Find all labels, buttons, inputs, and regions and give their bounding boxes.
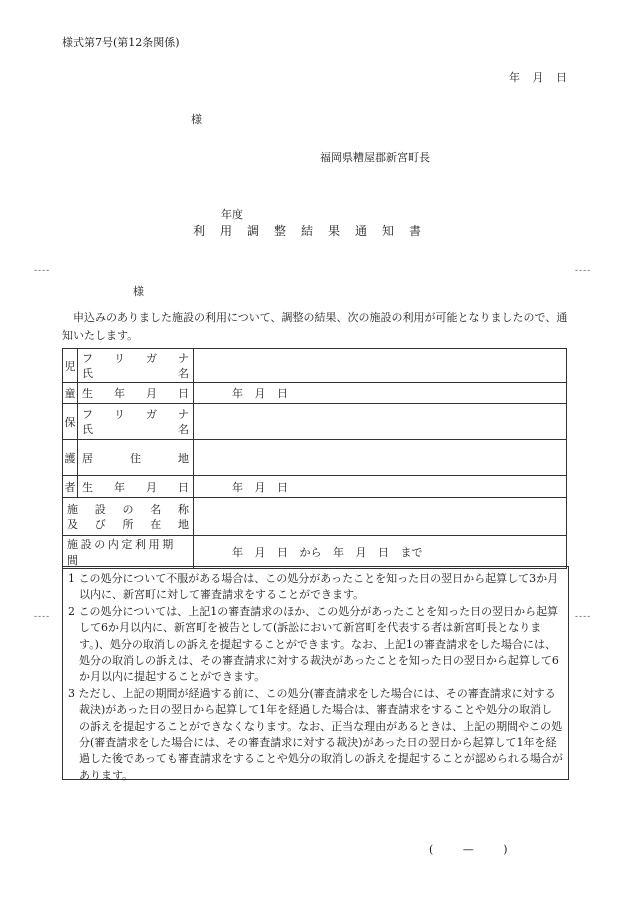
- label-char: 年: [114, 480, 125, 494]
- label-char: 居: [82, 451, 93, 465]
- guardian-furigana-name-label: [78, 404, 194, 440]
- group-child-char: 童: [63, 383, 78, 404]
- period-label: 施設の内定利用期間: [63, 536, 194, 569]
- fold-mark: ----: [34, 612, 51, 622]
- facility-name-value[interactable]: [194, 498, 567, 536]
- child-birth-label: [78, 383, 194, 404]
- form-number: 様式第7号(第12条関係): [62, 36, 180, 49]
- label-char: リ: [114, 351, 125, 365]
- label-char: 月: [146, 480, 157, 494]
- result-table: [62, 348, 567, 569]
- label-char: フ: [82, 351, 93, 365]
- fold-mark: ----: [575, 266, 592, 276]
- label-char: 及: [67, 517, 78, 531]
- child-furigana-name-label: [78, 349, 194, 383]
- group-guardian-char: 者: [63, 476, 78, 498]
- guardian-birth-value[interactable]: 年 月 日: [194, 476, 567, 498]
- label-char: 所: [122, 517, 134, 531]
- fold-mark: ----: [34, 266, 51, 276]
- label-char: ナ: [178, 351, 189, 365]
- group-guardian-char: 護: [63, 440, 78, 476]
- label-char: び: [94, 517, 106, 531]
- label-char: 生: [82, 387, 93, 400]
- guardian-address-label: [78, 440, 194, 476]
- child-birth-value[interactable]: 年 月 日: [194, 383, 567, 404]
- label-char: 日: [178, 480, 189, 494]
- label-char: 名: [178, 422, 189, 436]
- sender: 福岡県糟屋郡新宮町長: [320, 151, 430, 164]
- fold-mark: ----: [575, 612, 592, 622]
- label-char: 名: [178, 366, 189, 380]
- group-guardian-char: 保: [63, 404, 78, 440]
- label-char: 氏: [82, 422, 93, 436]
- intro-text: 申込みのありました施設の利用について、調整の結果、次の施設の利用が可能となりましたので、通知いたします。: [62, 311, 568, 342]
- label-char: 在: [150, 517, 162, 531]
- period-value[interactable]: 年 月 日 から 年 月 日 まで: [194, 536, 567, 569]
- addressee-second: 様: [133, 285, 144, 298]
- guardian-birth-label: [78, 476, 194, 498]
- label-char: ナ: [178, 407, 189, 421]
- label-char: 年: [114, 387, 125, 400]
- note-item: 3 ただし、上記の期間が経過する前に、この処分(審査請求をした場合には、その審査請求に対する裁決)があった日の翌日から起算して1年を経過した場合は、審査請求をすることや処分の取消しの訴えを提起することができなくなります。なお、正当な理由があるときは、上記の期間やこの処分(審査請求をした場合には、その審査請求に対する裁決)があった日の翌日から起算して1年を経過した後であっても審査請求をすることや処分の取消しの訴えを提起することが認められる場合があります。: [68, 686, 563, 782]
- label-char: 氏: [82, 366, 93, 380]
- label-char: 称: [178, 502, 189, 516]
- label-char: フ: [82, 407, 93, 421]
- label-char: 生: [82, 480, 93, 494]
- facility-name-location-label: [63, 498, 194, 536]
- label-char: の: [122, 502, 134, 516]
- note-item: 1 この処分について不服がある場合は、この処分があったことを知った日の翌日から起算して3か月以内に、新宮町に対して審査請求をすることができます。: [68, 572, 559, 602]
- label-char: 地: [178, 451, 189, 465]
- label-char: 日: [178, 387, 189, 400]
- issue-date: 年 月 日: [509, 71, 567, 84]
- note-item: 2 この処分については、上記1の審査請求のほか、この処分があったことを知った日の翌日から起算して6か月以内に、新宮町を被告として(訴訟において新宮町を代表する者は新宮町長となります。)、処分の取消しの訴えを提起することができます。なお、上記1の審査請求をした場合には、処分の取消しの訴えは、その審査請求に対する裁決があったことを知った日の翌日から起算して6か月以内に提起することができます。: [68, 604, 559, 684]
- label-char: リ: [114, 407, 125, 421]
- guardian-address-value[interactable]: [194, 440, 567, 476]
- child-name-value[interactable]: [194, 349, 567, 383]
- label-char: 設: [94, 502, 106, 516]
- label-char: 地: [178, 517, 189, 531]
- notes-box: [62, 566, 569, 780]
- footer-reference: ( — ): [429, 843, 508, 856]
- addressee: 様: [191, 113, 202, 126]
- label-char: 月: [146, 387, 157, 400]
- label-char: 住: [130, 451, 141, 465]
- fiscal-year-label: 年度: [221, 208, 243, 221]
- label-char: ガ: [146, 407, 157, 421]
- document-title: 利用調整結果通知書: [193, 224, 437, 238]
- label-char: 施: [67, 502, 78, 516]
- guardian-name-value[interactable]: [194, 404, 567, 440]
- label-char: ガ: [146, 351, 157, 365]
- label-char: 名: [150, 502, 162, 516]
- group-child-char: 児: [63, 349, 78, 383]
